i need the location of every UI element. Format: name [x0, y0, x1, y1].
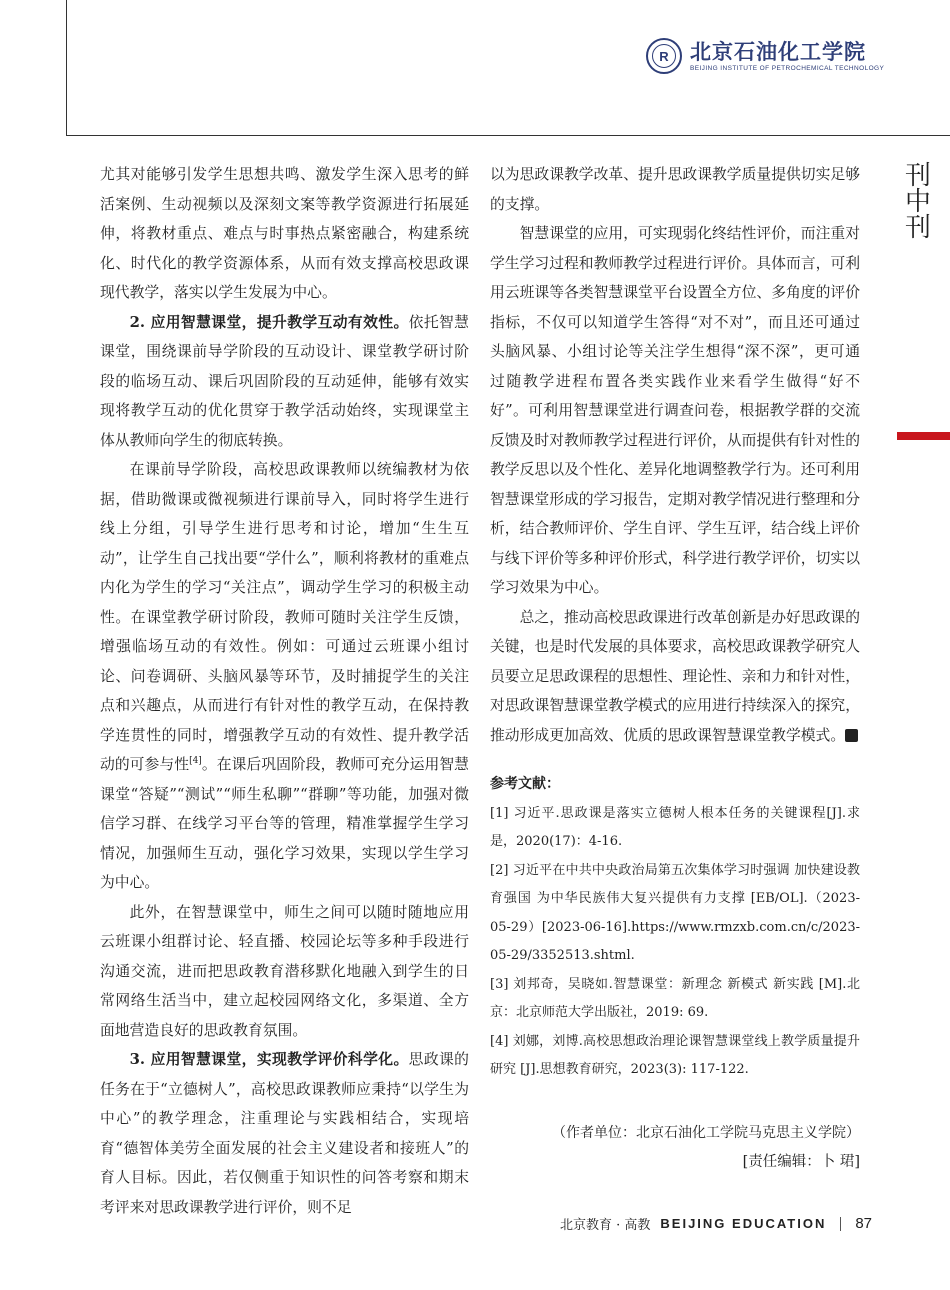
- end-mark-icon: 图: [845, 729, 858, 742]
- footer-magazine-cn: 北京教育 · 高教: [560, 1218, 651, 1233]
- left-paragraph-4: 此外，在智慧课堂中，师生之间可以随时随地应用云班课小组群讨论、轻直播、校园论坛等多种手段进行沟通交流，进而把思政教育潜移默化地融入到学生的日常网络生活当中，建立起校园网络文化，多渠道、全方面地营造良好的思政教育氛围。: [100, 903, 469, 1039]
- reference-item: [1] 习近平.思政课是落实立德树人根本任务的关键课程[J].求是，2020(17)：4-16.: [490, 805, 860, 849]
- reference-item: [3] 刘邦奇，吴晓如.智慧课堂：新理念 新模式 新实践 [M].北京：北京师范大学出版社，2019: 69.: [490, 976, 860, 1020]
- section-2-text: 依托智慧课堂，围绕课前导学阶段的互动设计、课堂教学研讨阶段的临场互动、课后巩固阶段的互动延伸，能够有效实现将教学互动的优化贯穿于教学活动始终，实现课堂主体从教师向学生的彻底转换。: [100, 313, 469, 449]
- logo-chinese-name: 北京石油化工学院: [690, 38, 866, 64]
- side-label-char-3: 刊: [904, 213, 931, 243]
- page-footer: [560, 1214, 872, 1233]
- section-3-title: 3. 应用智慧课堂，实现教学评价科学化。: [129, 1051, 409, 1068]
- right-paragraph-3: [490, 603, 884, 751]
- header-vertical-rule: [66, 0, 67, 136]
- institute-logo: [646, 38, 884, 74]
- seal-icon: [646, 38, 682, 74]
- right-column: [490, 160, 884, 1178]
- section-3: [100, 1045, 469, 1222]
- side-label: [903, 163, 933, 241]
- responsible-editor: [责任编辑：卜 珺]: [742, 1154, 860, 1170]
- right-paragraph-2: 智慧课堂的应用，可实现弱化终结性评价，而注重对学生学习过程和教师教学过程进行评价。具体而言，可利用云班课等各类智慧课堂平台设置全方位、多角度的评价指标，不仅可以知道学生答得“对不对”，而且还可通过头脑风暴、小组讨论等关注学生想得“深不深”，更可通过随教学进程布置各类实践作业来看学生做得“好不好”。可利用智慧课堂进行调查问卷，根据教学群的交流反馈及时对教师教学过程进行评价，从而提供有针对性的教学反思以及个性化、差异化地调整教学行为。还可利用智慧课堂形成的学习报告，定期对教学情况进行整理和分析，结合教师评价、学生自评、学生互评，结合线上评价与线下评价等多种评价形式，科学进行教学评价，切实以学习效果为中心。: [490, 225, 860, 596]
- section-2-title: 2. 应用智慧课堂，提升教学互动有效性。: [129, 313, 409, 331]
- reference-item: [2] 习近平在中共中央政治局第五次集体学习时强调 加快建设教育强国 为中华民族伟大复兴提供有力支撑 [EB/OL].（2023-05-29）[2023-06-16].https://www.rmzxb.com.cn/c/2023-05-29/3352513.shtml.: [490, 862, 860, 963]
- right-paragraph-1: 以为思政课教学改革、提升思政课教学质量提供切实足够的支撑。: [490, 166, 860, 213]
- red-accent-bar: [897, 432, 950, 440]
- section-3-text: 思政课的任务在于“立德树人”，高校思政课教师应秉持“以学生为中心”的教学理念，注重理论与实践相结合，实现培育“德智体美劳全面发展的社会主义建设者和接班人”的育人目标。因此，若仅侧重于知识性的问答考察和期末考评来对思政课教学进行评价，则不足: [100, 1051, 469, 1216]
- logo-english-name: BEIJING INSTITUTE OF PETROCHEMICAL TECHNOLOGY: [690, 64, 885, 72]
- footer-divider: [840, 1217, 841, 1231]
- left-paragraph-3: [100, 455, 469, 898]
- page-number: 87: [855, 1215, 873, 1232]
- left-paragraph-3a: 在课前导学阶段，高校思政课教师以统编教材为依据，借助微课或微视频进行课前导入，同时将学生进行线上分组，引导学生进行思考和讨论，增加“生生互动”，让学生自己找出要“学什么”，顺利将教材的重难点内化为学生的学习“关注点”，调动学生学习的积极主动性。在课堂教学研讨阶段，教师可随时关注学生反馈，增强临场互动的有效性。例如：可通过云班课小组讨论、问卷调研、头脑风暴等环节，及时捕捉学生的关注点和兴趣点，从而进行有针对性的教学互动，在保持教学连贯性的同时，增强教学互动的有效性、提升教学活动的可参与性: [100, 461, 469, 773]
- side-label-char-1: 刊: [904, 161, 931, 191]
- header-horizontal-rule: [66, 135, 950, 136]
- author-affiliation: （作者单位：北京石油化工学院马克思主义学院）: [552, 1124, 860, 1141]
- left-column: [100, 160, 469, 1222]
- citation-ref-4[interactable]: [4]: [189, 756, 202, 767]
- left-paragraph-3b: 。在课后巩固阶段，教师可充分运用智慧课堂“答疑”“测试”“师生私聊”“群聊”等功能，加强对微信学习群、在线学习平台等的管理，精准掌握学生学习情况，加强师生互动，强化学习效果，实现以学生学习为中心。: [100, 756, 469, 891]
- reference-item: [4] 刘娜，刘博.高校思想政治理论课智慧课堂线上教学质量提升研究 [J].思想教育研究，2023(3): 117-122.: [490, 1033, 860, 1077]
- right-paragraph-3-text: 总之，推动高校思政课进行改革创新是办好思政课的关键，也是时代发展的具体要求，高校思政课教学研究人员要立足思政课程的思想性、理论性、亲和力和针对性，对思政课智慧课堂教学模式的应用进行持续深入的探究，推动形成更加高效、优质的思政课智慧课堂教学模式。: [490, 608, 860, 744]
- side-label-char-2: 中: [904, 187, 931, 217]
- footer-magazine-en: BEIJING EDUCATION: [660, 1216, 827, 1231]
- references-list: [490, 800, 860, 1085]
- references-title: 参考文献：: [490, 776, 560, 792]
- left-paragraph-1: 尤其对能够引发学生思想共鸣、激发学生深入思考的鲜活案例、生动视频以及深刻文案等教学资源进行拓展延伸，将教材重点、难点与时事热点紧密融合，构建系统化、时代化的教学资源体系，从而有效支撑高校思政课现代教学，落实以学生发展为中心。: [100, 166, 469, 301]
- seal-letter: R: [652, 44, 676, 68]
- section-2: [100, 308, 469, 456]
